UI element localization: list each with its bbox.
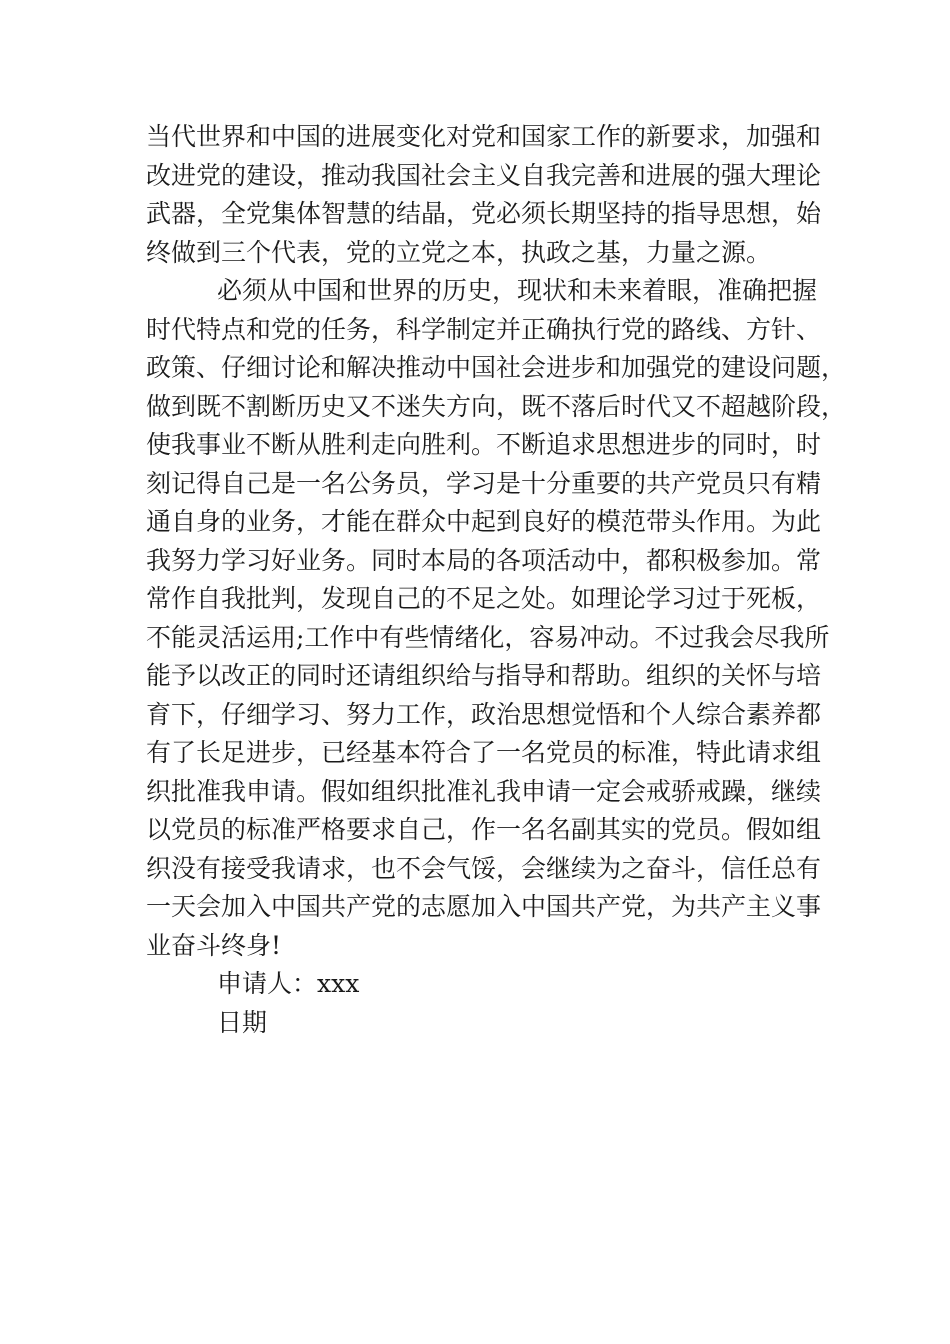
text-line: 通自身的业务，才能在群众中起到良好的模范带头作用。为此	[146, 507, 822, 536]
text-line: 能予以改正的同时还请组织给与指导和帮助。组织的关怀与培	[146, 661, 822, 690]
text-line: 有了长足进步，已经基本符合了一名党员的标准，特此请求组	[146, 738, 822, 767]
text-line: 育下，仔细学习、努力工作，政治思想觉悟和个人综合素养都	[146, 699, 822, 729]
text-line: 一天会加入中国共产党的志愿加入中国共产党，为共产主义事	[146, 892, 822, 921]
text-line: 不能灵活运用;工作中有些情绪化，容易冲动。不过我会尽我所	[146, 622, 830, 652]
date-line: 日期	[217, 1007, 268, 1037]
text-line: 刻记得自己是一名公务员，学习是十分重要的共产党员只有精	[146, 468, 822, 498]
text-line: 使我事业不断从胜利走向胜利。不断追求思想进步的同时，时	[146, 430, 822, 459]
text-line: 常作自我批判，发现自己的不足之处。如理论学习过于死板，	[146, 584, 822, 613]
text-line: 政策、仔细讨论和解决推动中国社会进步和加强党的建设问题，	[146, 353, 847, 382]
text-line: 终做到三个代表，党的立党之本，执政之基，力量之源。	[146, 237, 772, 267]
applicant-line: 申请人：xxx	[217, 969, 360, 998]
text-line: 织批准我申请。假如组织批准礼我申请一定会戒骄戒躁，继续	[146, 776, 822, 806]
text-line: 当代世界和中国的进展变化对党和国家工作的新要求，加强和	[146, 122, 822, 151]
text-line: 我努力学习好业务。同时本局的各项活动中，都积极参加。常	[146, 545, 822, 575]
text-line: 以党员的标准严格要求自己，作一名名副其实的党员。假如组	[146, 815, 822, 844]
text-line: 业奋斗终身!	[146, 930, 282, 960]
text-line: 时代特点和党的任务，科学制定并正确执行党的路线、方针、	[146, 314, 822, 344]
paragraph-first-line: 必须从中国和世界的历史，现状和未来着眼，准确把握	[217, 276, 818, 305]
document-body	[146, 118, 847, 1042]
text-line: 做到既不割断历史又不迷失方向，既不落后时代又不超越阶段，	[146, 391, 847, 421]
text-line: 改进党的建设，推动我国社会主义自我完善和进展的强大理论	[146, 160, 822, 190]
text-line: 武器，全党集体智慧的结晶，党必须长期坚持的指导思想，始	[146, 199, 822, 228]
text-line: 织没有接受我请求，也不会气馁，会继续为之奋斗，信任总有	[146, 853, 822, 883]
